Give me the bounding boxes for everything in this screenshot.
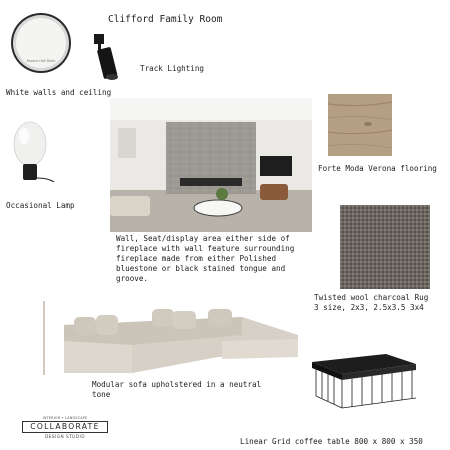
paint-tin-text: Resene Half Black: [26, 59, 56, 63]
wall-label: Wall, Seat/display area either side of fireplace with wall feature surrounding fireplace made from either Polished bluestone or black stained tongue and groove.: [116, 234, 295, 283]
logo-tagline: INTERIOR • LANDSCAPE: [42, 416, 88, 420]
sofa-label: Modular sofa upholstered in a neutral tone: [92, 380, 262, 399]
sofa-image: [42, 295, 304, 379]
lamp-image: [8, 118, 56, 184]
track-label: Track Lighting: [140, 64, 205, 73]
board-title: Clifford Family Room: [108, 14, 223, 25]
paint-label: White walls and ceiling: [6, 88, 112, 97]
flooring-label: Forte Moda Verona flooring: [318, 164, 437, 173]
track-light-image: [92, 32, 126, 82]
paint-tin-image: [10, 12, 72, 74]
rug-swatch: [340, 205, 430, 289]
room-photo: [110, 98, 312, 232]
logo-name: COLLABORATE: [22, 421, 108, 433]
coffee-table-image: [308, 352, 420, 414]
table-label: Linear Grid coffee table 800 x 800 x 350: [240, 437, 423, 446]
lamp-label: Occasional Lamp: [6, 201, 75, 210]
collaborate-logo: [22, 416, 108, 442]
flooring-swatch: [328, 94, 392, 156]
logo-sub: DESIGN STUDIO: [44, 434, 85, 439]
rug-label: Twisted wool charcoal Rug 3 size, 2x3, 2.5x3.5 3x4: [314, 293, 429, 312]
